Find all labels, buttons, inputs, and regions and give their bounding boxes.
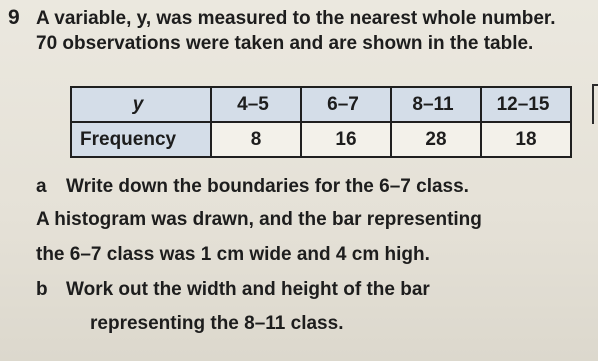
frequency-table	[70, 86, 572, 158]
table-class-cell: 8–11	[391, 87, 481, 122]
part-a-text: Write down the boundaries for the 6–7 class.	[66, 176, 469, 197]
part-b-letter: b	[36, 279, 48, 300]
part-b	[36, 277, 596, 302]
info-line-2: the 6–7 class was 1 cm wide and 4 cm high.	[36, 244, 430, 265]
question-intro	[36, 6, 596, 56]
intro-line-1: A variable, y, was measured to the nearest whole number.	[36, 8, 556, 29]
part-b-line-1: Work out the width and height of the bar	[66, 279, 430, 300]
part-b-line-2: representing the 8–11 class.	[90, 313, 344, 334]
table-class-cell: 12–15	[481, 87, 571, 122]
table-frequency-cell: 16	[301, 122, 391, 157]
table-frequency-cell: 8	[211, 122, 301, 157]
table-header-frequency: Frequency	[71, 122, 211, 157]
intro-line-2: 70 observations were taken and are shown in the table.	[36, 33, 534, 54]
part-a-letter: a	[36, 176, 47, 197]
table-row-frequency	[71, 122, 571, 157]
table-frequency-cell: 28	[391, 122, 481, 157]
table-frequency-cell: 18	[481, 122, 571, 157]
table-row-y	[71, 87, 571, 122]
question-number: 9	[8, 6, 20, 29]
adjacent-box-edge	[592, 84, 598, 124]
part-a	[36, 174, 596, 199]
table-header-y: y	[71, 87, 211, 122]
info-line-1: A histogram was drawn, and the bar representing	[36, 209, 482, 230]
table-class-cell: 4–5	[211, 87, 301, 122]
table-class-cell: 6–7	[301, 87, 391, 122]
